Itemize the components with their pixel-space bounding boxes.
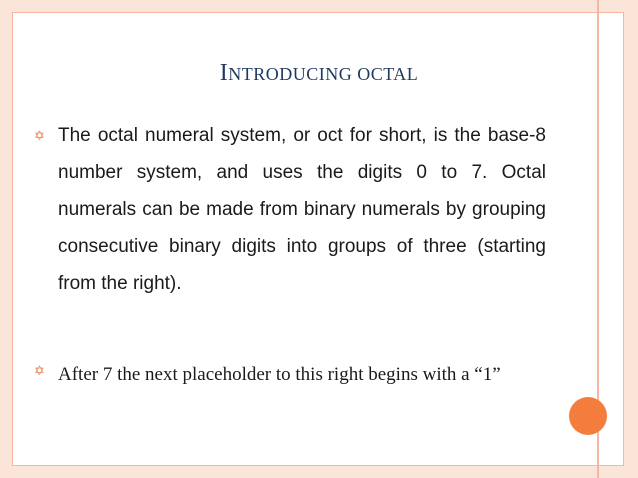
title-initial: I — [219, 60, 229, 86]
bullet-text-1: The octal numeral system, or oct for short, is the base-8 number system, and uses the digits 0 to 7. Octal numerals can be made from binary numerals by grouping consecutive binary digits into groups of three (starting from the right). — [58, 125, 546, 294]
bullet-text-2: After 7 the next placeholder to this right begins with a “1” — [58, 364, 501, 385]
decorative-circle — [569, 397, 607, 435]
bullet-glyph-icon: ✡ — [34, 128, 45, 143]
title-rest: NTRODUCING OCTAL — [228, 64, 419, 84]
slide-title — [0, 60, 638, 87]
bullet-glyph-icon: ✡ — [34, 363, 45, 378]
decorative-rail-cap — [599, 0, 613, 12]
